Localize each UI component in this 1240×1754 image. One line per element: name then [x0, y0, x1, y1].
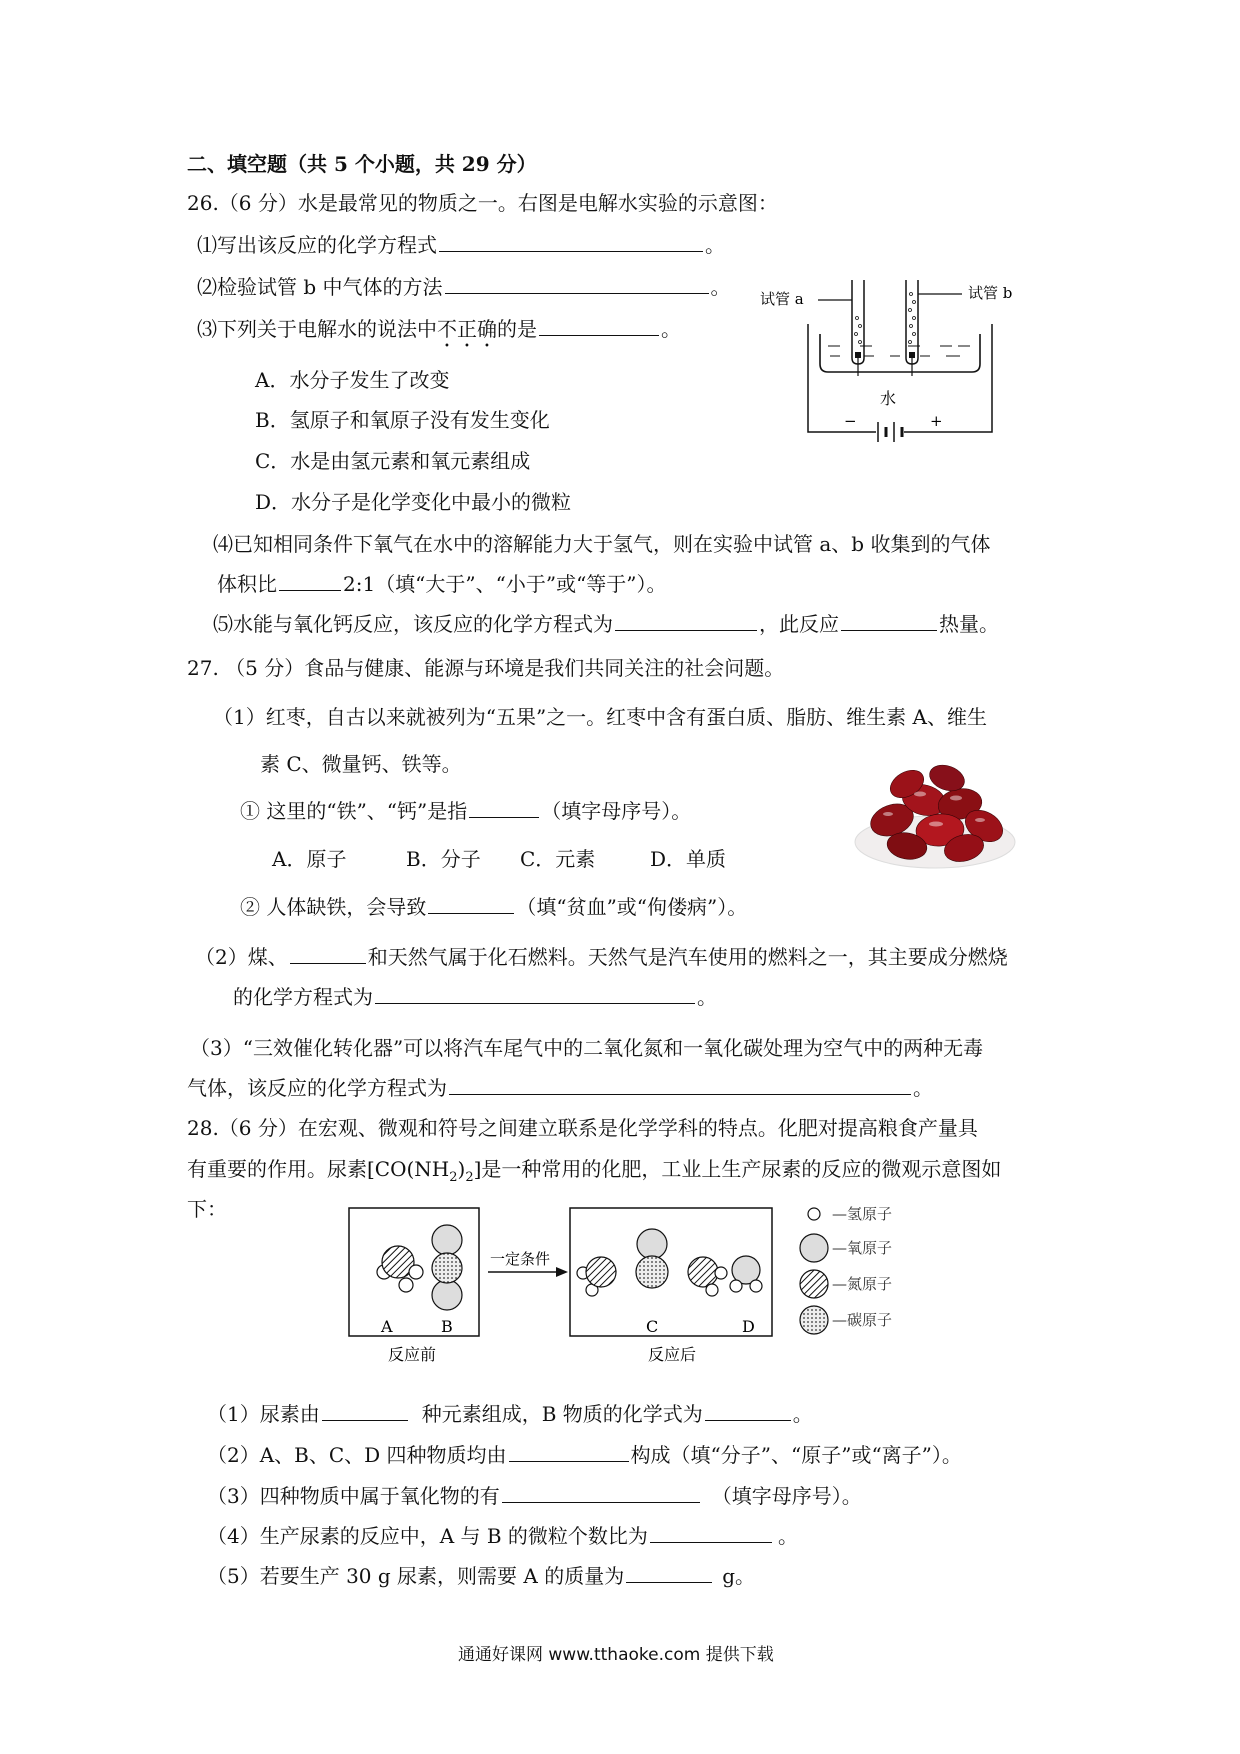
- q28-part3: [207, 1482, 862, 1510]
- answer-blank: [841, 610, 937, 631]
- molecule-c: [577, 1229, 727, 1296]
- after-label: 反应后: [648, 1345, 697, 1364]
- q27-sub1: [240, 797, 691, 825]
- tube-a-label: 试管 a: [760, 290, 804, 308]
- molecule-b: [432, 1225, 462, 1310]
- q28-part2-text-post: 构成（填“分子”、“原子”或“离子”）。: [630, 1443, 962, 1467]
- q28-stem-text: 有重要的作用。尿素[CO(NH: [187, 1157, 450, 1181]
- water-trough: [820, 334, 980, 372]
- q27-part3-end: 。: [913, 1076, 933, 1100]
- q27-sub2-text: ② 人体缺铁，会导致: [240, 895, 427, 919]
- q28-stem-mid: ): [457, 1157, 466, 1181]
- q26-part1: [197, 231, 725, 259]
- battery-icon: [878, 422, 902, 442]
- q28-part2: [207, 1441, 962, 1469]
- answer-blank: [290, 943, 366, 964]
- q26-option-d: D．水分子是化学变化中最小的微粒: [255, 490, 572, 514]
- red-dates-image: [852, 760, 1018, 872]
- electrolysis-diagram: [760, 272, 1060, 454]
- q27-stem: 27. （5 分）食品与健康、能源与环境是我们共同关注的社会问题。: [187, 656, 785, 680]
- label-a: A: [381, 1317, 393, 1336]
- answer-blank: [626, 1562, 712, 1583]
- q26-part4-line1: ⑷已知相同条件下氧气在水中的溶解能力大于氢气，则在实验中试管 a、b 收集到的气体: [213, 532, 991, 556]
- q28-part4-end: 。: [777, 1524, 798, 1548]
- answer-blank: [449, 1074, 911, 1095]
- q26-stem: 26.（6 分）水是最常见的物质之一。右图是电解水实验的示意图：: [187, 191, 778, 215]
- q27-sub1-option-b: B．分子: [406, 847, 481, 871]
- q28-part5: [207, 1562, 755, 1590]
- q27-part1-line1: （1）红枣，自古以来就被列为“五果”之一。红枣中含有蛋白质、脂肪、维生素 A、维生: [213, 705, 987, 729]
- gas-bubbles-a: [855, 317, 862, 344]
- q26-part2-text: ⑵检验试管 b 中气体的方法: [197, 275, 443, 299]
- q26-part3-text: ⑶下列关于电解水的说法中: [197, 317, 437, 341]
- q27-part3-line2-text: 气体，该反应的化学方程式为: [187, 1076, 447, 1100]
- answer-blank: [650, 1522, 772, 1543]
- molecule-a: [377, 1246, 423, 1292]
- q26-part2: [197, 273, 731, 301]
- electrode-a: [855, 352, 861, 358]
- subscript: 2: [465, 1170, 474, 1185]
- q27-part3-line1: （3）“三效催化转化器”可以将汽车尾气中的二氧化氮和一氧化碳处理为空气中的两种无毒: [190, 1036, 984, 1060]
- q26-option-c: C．水是由氢元素和氧元素组成: [255, 449, 531, 473]
- q26-part5-end: 热量。: [939, 612, 999, 636]
- q27-sub2: [240, 893, 747, 921]
- water-label: 水: [880, 389, 897, 408]
- minus-label: −: [844, 412, 857, 430]
- q26-part1-end: 。: [705, 233, 725, 257]
- molecule-reaction-diagram: [346, 1200, 926, 1370]
- answer-blank: [428, 893, 514, 914]
- test-tube-a: [852, 280, 864, 364]
- q27-sub1-option-a: A．原子: [272, 847, 347, 871]
- q28-stem-line3: 下：: [187, 1197, 227, 1221]
- label-c: C: [646, 1317, 659, 1336]
- gas-bubbles-b: [909, 293, 916, 344]
- q28-part1-end: 。: [792, 1402, 813, 1426]
- tube-b-label: 试管 b: [968, 284, 1013, 302]
- label-b: B: [441, 1317, 453, 1336]
- emphasis-text: 不正确: [437, 317, 497, 341]
- q27-part2-line2-text: 的化学方程式为: [233, 985, 373, 1009]
- q28-part1: [207, 1400, 813, 1428]
- q28-part1-text: （1）尿素由: [207, 1402, 320, 1426]
- q26-part1-text: ⑴写出该反应的化学方程式: [197, 233, 437, 257]
- answer-blank: [322, 1400, 408, 1421]
- legend-oxygen-swatch: [800, 1234, 828, 1262]
- q26-part4-line2: [217, 570, 667, 598]
- legend-carbon-swatch: [800, 1306, 828, 1334]
- condition-label: 一定条件: [490, 1250, 551, 1268]
- answer-blank: [439, 231, 703, 252]
- q26-part5: [213, 610, 999, 638]
- q27-part2-end: 。: [697, 985, 717, 1009]
- q28-part4: [207, 1522, 798, 1550]
- q26-part5-mid: ，此反应: [759, 612, 839, 636]
- q27-sub1-text: ① 这里的“铁”、“钙”是指: [240, 799, 468, 823]
- answer-blank: [469, 797, 539, 818]
- q28-part5-end: g。: [722, 1564, 756, 1588]
- q27-sub2-text-post: （填“贫血”或“佝偻病”）。: [516, 895, 748, 919]
- answer-blank: [279, 570, 341, 591]
- label-d: D: [742, 1317, 755, 1336]
- q26-option-a: A．水分子发生了改变: [255, 368, 450, 392]
- legend-oxygen: —氧原子: [832, 1239, 893, 1257]
- wire-right: [904, 324, 992, 432]
- footer-credit: 通通好课网 www.tthaoke.com 提供下载: [458, 1645, 774, 1665]
- q27-part1-line2: 素 C、微量钙、铁等。: [260, 752, 462, 776]
- answer-blank: [539, 315, 659, 336]
- q27-part2-text-post: 和天然气属于化石燃料。天然气是汽车使用的燃料之一，其主要成分燃烧: [367, 945, 1008, 969]
- q26-part4-text: 体积比: [217, 572, 277, 596]
- q28-part2-text: （2）A、B、C、D 四种物质均由: [207, 1443, 507, 1467]
- q26-part5-text: ⑸水能与氧化钙反应，该反应的化学方程式为: [213, 612, 613, 636]
- answer-blank: [375, 983, 695, 1004]
- q27-part2-line1: [195, 943, 1008, 971]
- q28-stem-line2: [187, 1155, 1001, 1192]
- legend-hydrogen: —氢原子: [832, 1205, 893, 1223]
- q28-part3-text-post: （填字母序号）。: [711, 1484, 862, 1508]
- q28-stem-text-post: ]是一种常用的化肥，工业上生产尿素的反应的微观示意图如: [473, 1157, 1002, 1181]
- answer-blank: [509, 1441, 629, 1462]
- q28-part3-text: （3）四种物质中属于氧化物的有: [207, 1484, 500, 1508]
- q27-sub1-option-d: D．单质: [650, 847, 727, 871]
- q27-part2-line2: [233, 983, 717, 1011]
- answer-blank: [445, 273, 709, 294]
- legend-hydrogen-swatch: [808, 1208, 820, 1220]
- molecule-d: [730, 1256, 762, 1292]
- q28-part4-text: （4）生产尿素的反应中，A 与 B 的微粒个数比为: [207, 1524, 648, 1548]
- answer-blank: [705, 1400, 791, 1421]
- q26-part2-end: 。: [710, 275, 731, 299]
- reaction-arrow: [488, 1267, 568, 1277]
- q26-option-b: B．氢原子和氧原子没有发生变化: [255, 408, 550, 432]
- q27-sub1-text-post: （填字母序号）。: [541, 799, 692, 823]
- answer-blank: [615, 610, 757, 631]
- q27-part2-text: （2）煤、: [195, 945, 288, 969]
- q28-part1-mid: 种元素组成，B 物质的化学式为: [421, 1402, 703, 1426]
- q26-part3-end: 。: [661, 317, 681, 341]
- legend-nitrogen: —氮原子: [832, 1275, 893, 1293]
- before-label: 反应前: [388, 1345, 437, 1364]
- water-surface: [828, 346, 970, 356]
- electrode-b: [909, 352, 915, 358]
- q27-sub1-option-c: C．元素: [520, 847, 596, 871]
- plus-label: +: [930, 412, 943, 430]
- legend-carbon: —碳原子: [832, 1311, 893, 1329]
- section-title: 二、填空题（共 5 个小题，共 29 分）: [187, 152, 537, 176]
- q28-part5-text: （5）若要生产 30 g 尿素，则需要 A 的质量为: [207, 1564, 625, 1588]
- answer-blank: [502, 1482, 700, 1503]
- q26-part3-text-post: 的是: [497, 317, 537, 341]
- q27-part3-line2: [187, 1074, 933, 1102]
- wire-left: [808, 324, 876, 432]
- q26-part3: [197, 315, 681, 352]
- legend: [800, 1205, 892, 1334]
- subscript: 2: [449, 1170, 458, 1185]
- q26-part4-text-post: 2:1（填“大于”、“小于”或“等于”）。: [343, 572, 667, 596]
- q28-stem-line1: 28.（6 分）在宏观、微观和符号之间建立联系是化学学科的特点。化肥对提高粮食产量具: [187, 1116, 978, 1140]
- legend-nitrogen-swatch: [800, 1270, 828, 1298]
